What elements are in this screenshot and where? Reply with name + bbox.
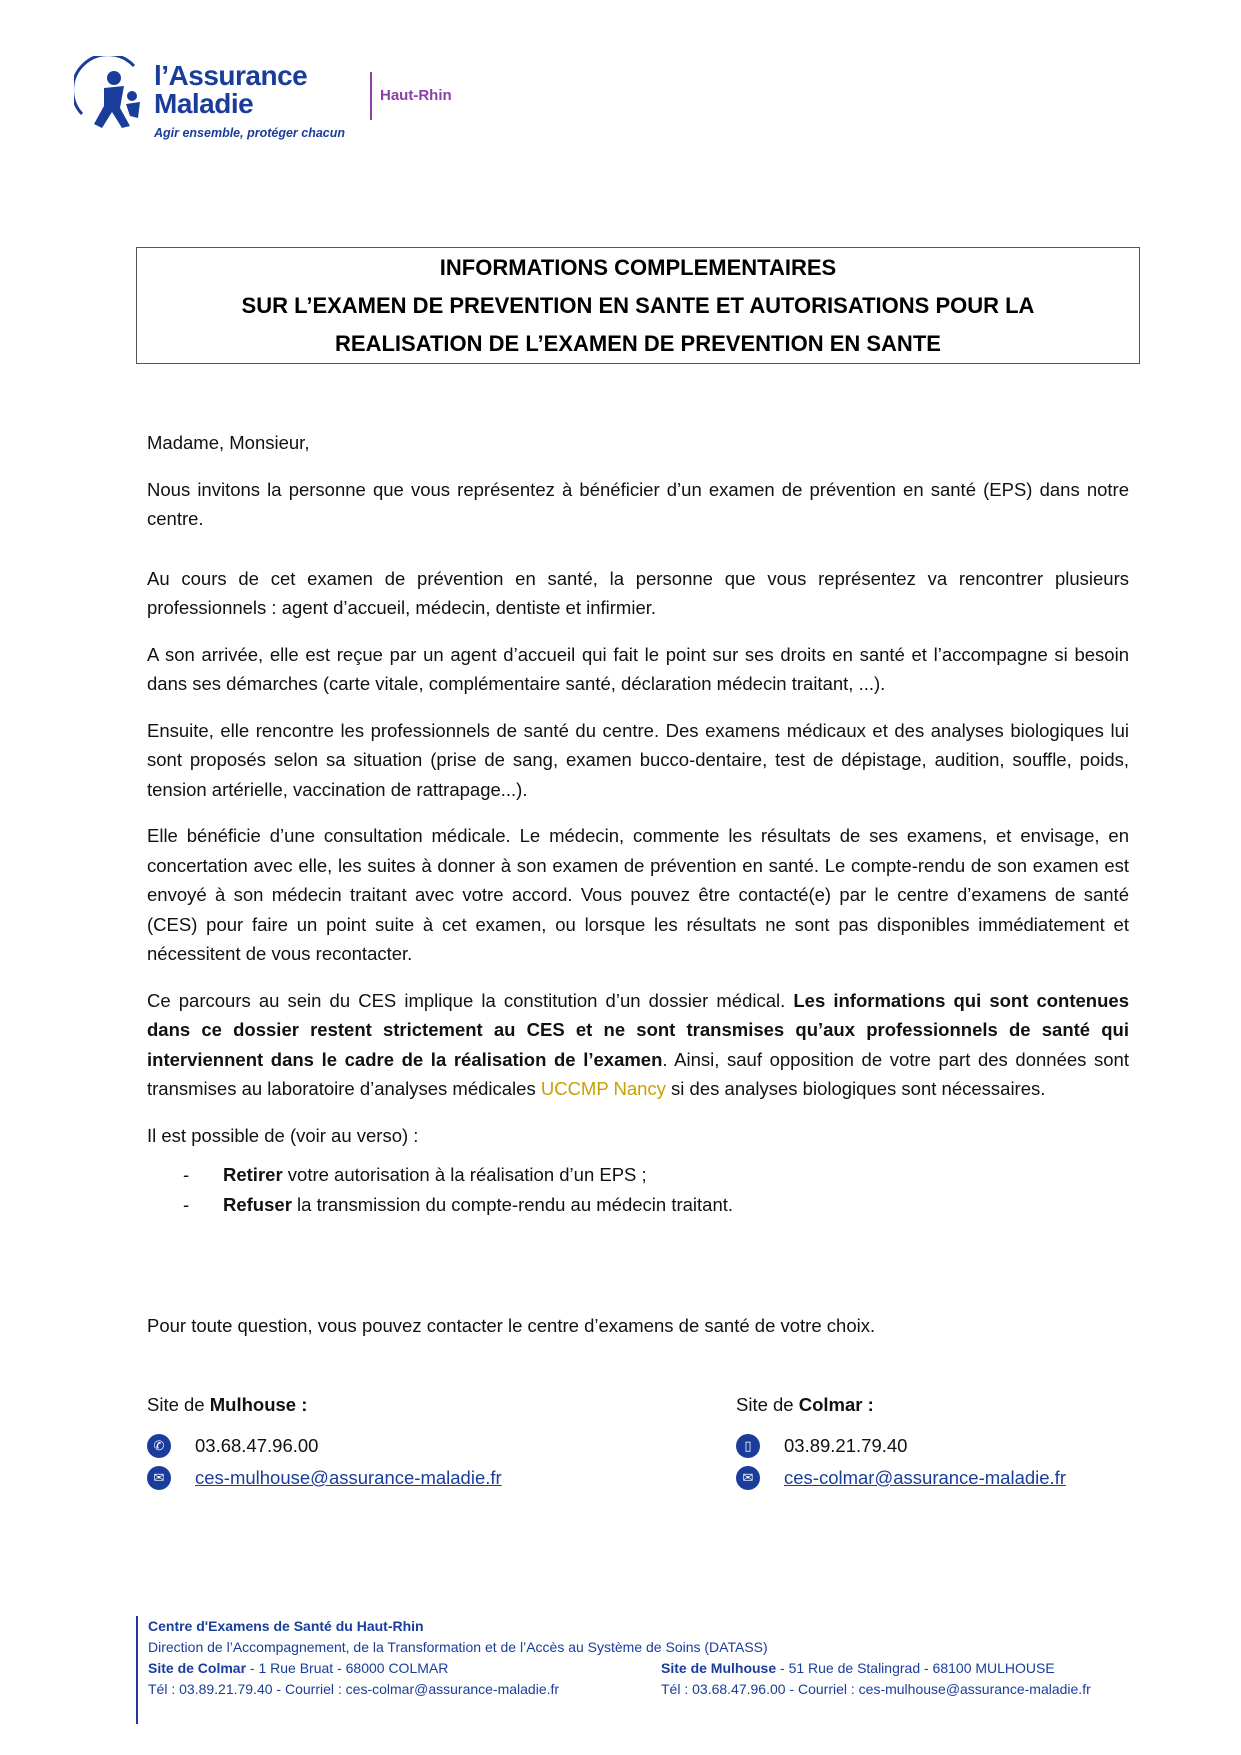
list-item xyxy=(183,1160,1129,1190)
list-item-rest: votre autorisation à la réalisation d’un EPS ; xyxy=(282,1164,647,1185)
medical-file-end: si des analyses biologiques sont nécessaires. xyxy=(665,1078,1046,1099)
site-mulhouse-phone-row xyxy=(147,1430,502,1462)
list-bullet: - xyxy=(183,1193,190,1215)
logo-wordmark xyxy=(154,62,307,118)
list-bullet: - xyxy=(183,1164,190,1185)
site-mulhouse-phone: 03.68.47.96.00 xyxy=(195,1435,319,1456)
list-item-keyword: Refuser xyxy=(223,1193,292,1215)
site-name: Mulhouse xyxy=(209,1394,297,1415)
mobile-phone-icon: ▯ xyxy=(736,1434,760,1458)
site-colmar-phone-row xyxy=(736,1430,1066,1462)
site-colmar xyxy=(736,1394,1066,1494)
paragraph-exams: Ensuite, elle rencontre les professionnels de santé du centre. Des examens médicaux et des analyses biologiques lui sont proposés selon sa situation (prise de sang, examen bucco-dentaire, test de dépistage, audition, souffle, poids, tension artérielle, vaccination de rattrapage...). xyxy=(147,719,1129,800)
footer-accent-bar xyxy=(136,1616,138,1724)
site-colmar-email-link[interactable]: ces-colmar@assurance-maladie.fr xyxy=(784,1467,1066,1488)
site-suffix: : xyxy=(862,1394,874,1415)
list-item-rest: la transmission du compte-rendu au médecin traitant. xyxy=(291,1193,734,1215)
site-mulhouse-title xyxy=(147,1394,502,1416)
site-mulhouse-email-row xyxy=(147,1462,502,1494)
email-icon: ✉ xyxy=(736,1466,760,1490)
paragraph-medical-file xyxy=(147,986,1129,1104)
logo-region: Haut-Rhin xyxy=(380,87,452,104)
medical-file-intro: Ce parcours au sein du CES implique la constitution d’un dossier médical. xyxy=(147,989,794,1011)
list-item-keyword: Retirer xyxy=(223,1164,283,1185)
medical-file-confidentiality: Les informations qui sont contenues dans ce dossier restent strictement au CES et ne sont transmises qu’aux professionnels de santé qui interviennent dans le cadre de la réalisation de l’examen xyxy=(147,989,1129,1070)
logo-tagline: Agir ensemble, protéger chacun xyxy=(154,126,346,140)
footer-mulhouse-street: - 51 Rue de Stalingrad - 68100 MULHOUSE xyxy=(776,1660,1055,1676)
footer-colmar-address xyxy=(148,1660,448,1676)
site-mulhouse xyxy=(147,1394,502,1494)
paragraph-consultation: Elle bénéficie d’une consultation médicale. Le médecin, commente les résultats de ses examens, et envisage, en concertation avec elle, les suites à donner à son examen de prévention en santé. Le compte-rendu de son examen est envoyé à son médecin traitant avec votre accord. Vous pouvez être contacté(e) par le centre d’examens de santé (CES) pour faire un point suite à cet examen, ou lorsque les résultats ne sont pas disponibles immédiatement et nécessitent de vous recontacter. xyxy=(147,825,1129,964)
footer-contact-row xyxy=(148,1679,1148,1700)
assurance-maladie-logo xyxy=(74,52,474,147)
site-prefix: Site de xyxy=(147,1394,210,1415)
letter-body xyxy=(147,428,1129,1219)
title-line-3: REALISATION DE L’EXAMEN DE PREVENTION EN SANTE xyxy=(335,330,941,356)
footer-colmar-contact: Tél : 03.89.21.79.40 - Courriel : ces-colmar@assurance-maladie.fr xyxy=(148,1681,560,1697)
options-list xyxy=(147,1160,1129,1219)
contact-question: Pour toute question, vous pouvez contacter le centre d’examens de santé de votre choix. xyxy=(147,1315,876,1336)
page-footer xyxy=(136,1616,1156,1744)
document-title-box xyxy=(136,247,1140,364)
footer-mulhouse-label: Site de Mulhouse xyxy=(661,1660,777,1676)
laboratory-name: UCCMP Nancy xyxy=(540,1078,666,1099)
footer-mulhouse-contact: Tél : 03.68.47.96.00 - Courriel : ces-mulhouse@assurance-maladie.fr xyxy=(661,1681,1091,1697)
site-mulhouse-email-link[interactable]: ces-mulhouse@assurance-maladie.fr xyxy=(195,1467,502,1488)
title-line-1: INFORMATIONS COMPLEMENTAIRES xyxy=(439,254,837,280)
site-colmar-title xyxy=(736,1394,1066,1416)
phone-icon: ✆ xyxy=(147,1434,171,1458)
footer-colmar-label: Site de Colmar xyxy=(148,1660,247,1676)
paragraph-professionals: Au cours de cet examen de prévention en santé, la personne que vous représentez va rencontrer plusieurs professionnels : agent d’accueil, médecin, dentiste et infirmier. xyxy=(147,567,1129,618)
email-icon: ✉ xyxy=(147,1466,171,1490)
footer-direction: Direction de l’Accompagnement, de la Transformation et de l’Accès au Système de Soins (DATASS) xyxy=(148,1639,768,1655)
list-item-text xyxy=(223,1160,647,1190)
logo-name-line1: l’Assurance xyxy=(154,60,308,91)
site-colmar-phone: 03.89.21.79.40 xyxy=(784,1435,908,1456)
site-prefix: Site de xyxy=(736,1394,799,1415)
paragraph-options: Il est possible de (voir au verso) : xyxy=(147,1124,419,1146)
list-item-text xyxy=(223,1190,733,1220)
footer-org: Centre d'Examens de Santé du Haut-Rhin xyxy=(148,1618,424,1634)
list-item xyxy=(183,1190,1129,1220)
logo-divider xyxy=(370,72,372,120)
site-colmar-email-row xyxy=(736,1462,1066,1494)
site-name: Colmar xyxy=(798,1394,863,1415)
medical-file-lab: . Ainsi, sauf opposition de votre part des données sont transmises au laboratoire d’analyses médicales xyxy=(147,1048,1129,1099)
logo-figures-icon xyxy=(74,56,150,136)
paragraph-arrival: A son arrivée, elle est reçue par un agent d’accueil qui fait le point sur ses droits en santé et l’accompagne si besoin dans ses démarches (carte vitale, complémentaire santé, déclaration médecin traitant, ...). xyxy=(147,643,1129,694)
footer-mulhouse-address xyxy=(661,1658,1055,1679)
footer-colmar-street: - 1 Rue Bruat - 68000 COLMAR xyxy=(246,1660,449,1676)
site-suffix: : xyxy=(296,1394,308,1415)
footer-text xyxy=(148,1616,1148,1700)
salutation: Madame, Monsieur, xyxy=(147,432,310,453)
footer-address-row xyxy=(148,1658,1148,1679)
paragraph-invitation: Nous invitons la personne que vous représentez à bénéficier d’un examen de prévention en santé (EPS) dans notre centre. xyxy=(147,478,1129,529)
title-line-2: SUR L’EXAMEN DE PREVENTION EN SANTE ET AUTORISATIONS POUR LA xyxy=(241,292,1035,318)
logo-name-line2: Maladie xyxy=(154,88,254,119)
